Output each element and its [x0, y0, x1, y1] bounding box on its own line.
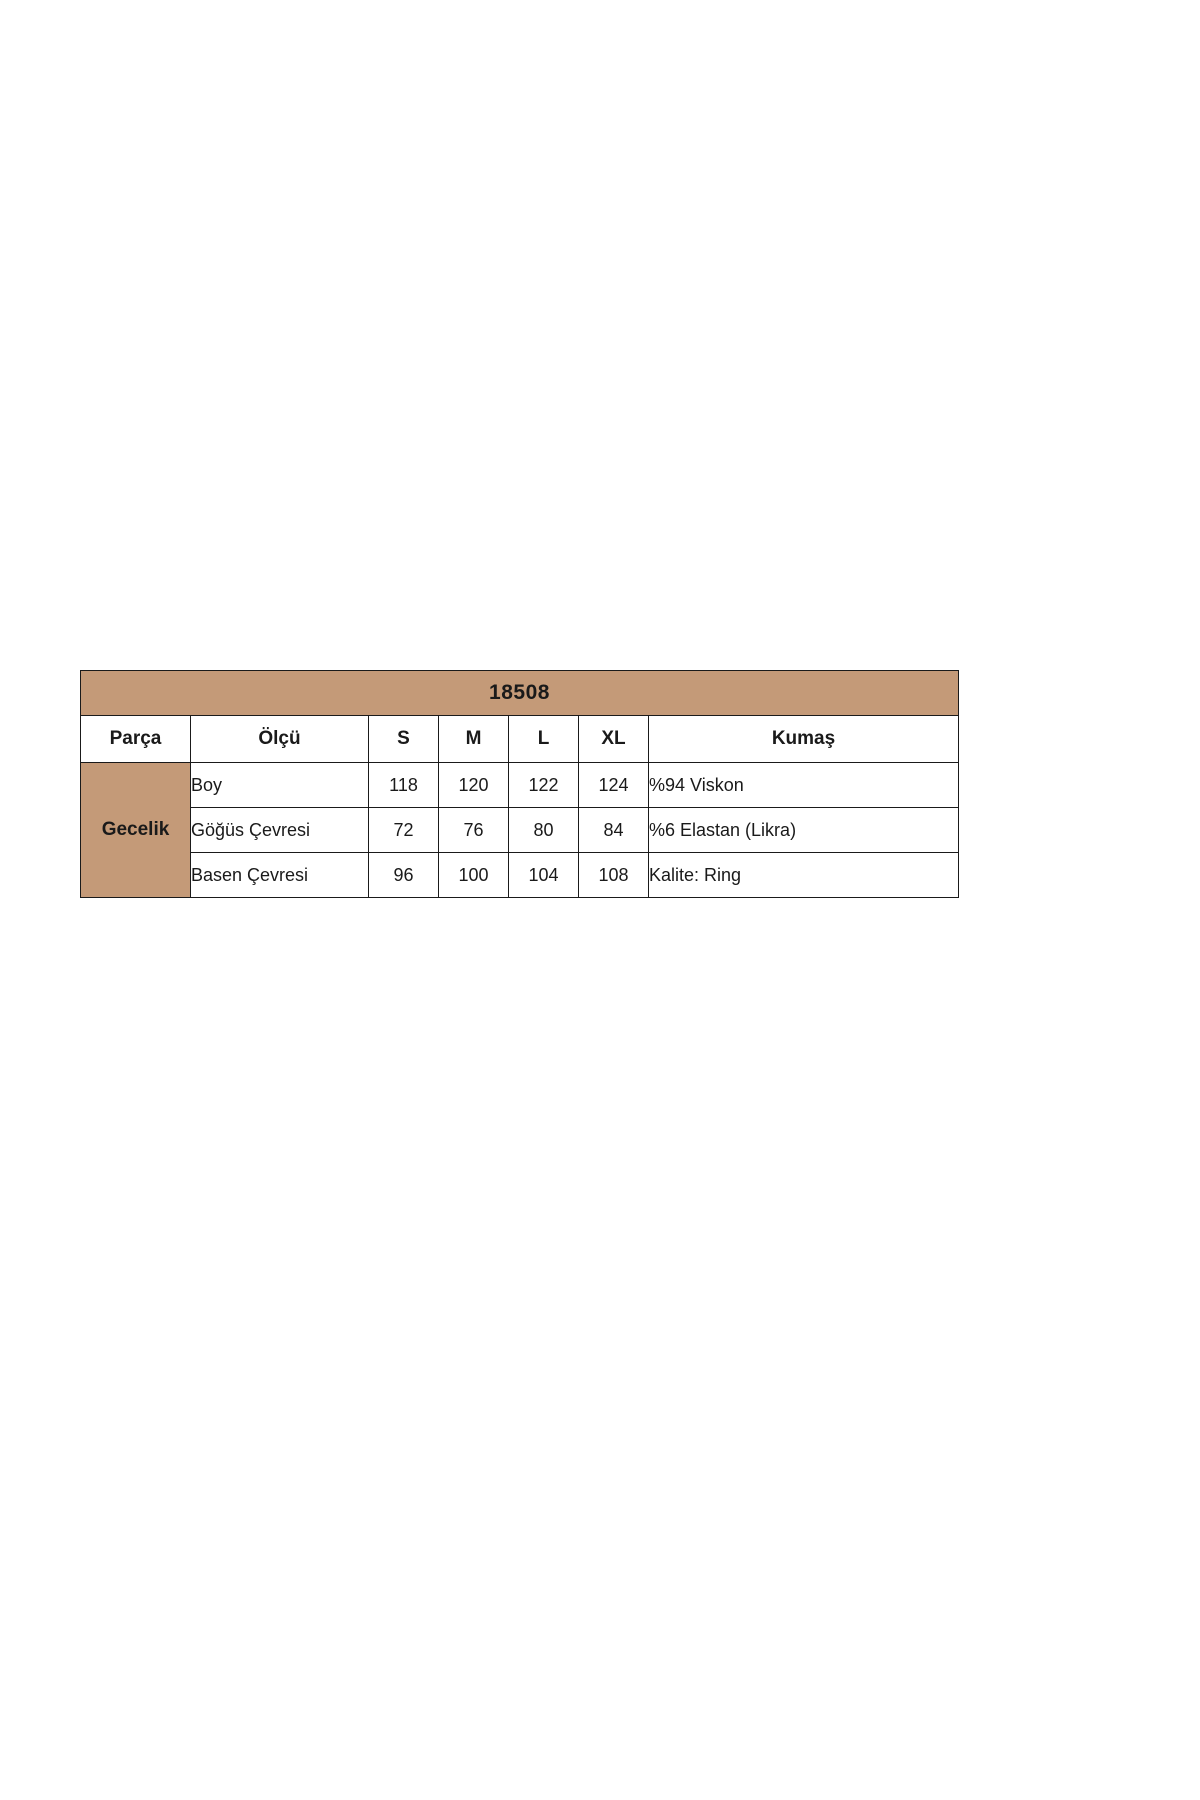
header-part: Parça	[81, 716, 191, 763]
value-xl: 84	[579, 808, 649, 853]
part-name-cell: Gecelik	[81, 763, 191, 898]
table-row	[81, 853, 959, 898]
table-row-title	[81, 671, 959, 716]
size-chart-table	[80, 670, 959, 898]
fabric-info-cell: %94 Viskon	[649, 763, 959, 808]
value-l: 122	[509, 763, 579, 808]
header-measure: Ölçü	[191, 716, 369, 763]
table-row	[81, 763, 959, 808]
measure-name-cell: Basen Çevresi	[191, 853, 369, 898]
header-size-xl: XL	[579, 716, 649, 763]
value-l: 104	[509, 853, 579, 898]
measure-name-cell: Boy	[191, 763, 369, 808]
measure-name-cell: Göğüs Çevresi	[191, 808, 369, 853]
fabric-info-cell: %6 Elastan (Likra)	[649, 808, 959, 853]
value-m: 120	[439, 763, 509, 808]
table-row	[81, 808, 959, 853]
value-s: 72	[369, 808, 439, 853]
value-s: 118	[369, 763, 439, 808]
value-xl: 108	[579, 853, 649, 898]
header-size-l: L	[509, 716, 579, 763]
value-l: 80	[509, 808, 579, 853]
size-chart-container	[80, 670, 958, 898]
value-m: 100	[439, 853, 509, 898]
header-size-m: M	[439, 716, 509, 763]
fabric-info-cell: Kalite: Ring	[649, 853, 959, 898]
table-row-header	[81, 716, 959, 763]
value-xl: 124	[579, 763, 649, 808]
value-s: 96	[369, 853, 439, 898]
header-fabric: Kumaş	[649, 716, 959, 763]
product-code-title: 18508	[81, 671, 959, 716]
value-m: 76	[439, 808, 509, 853]
header-size-s: S	[369, 716, 439, 763]
